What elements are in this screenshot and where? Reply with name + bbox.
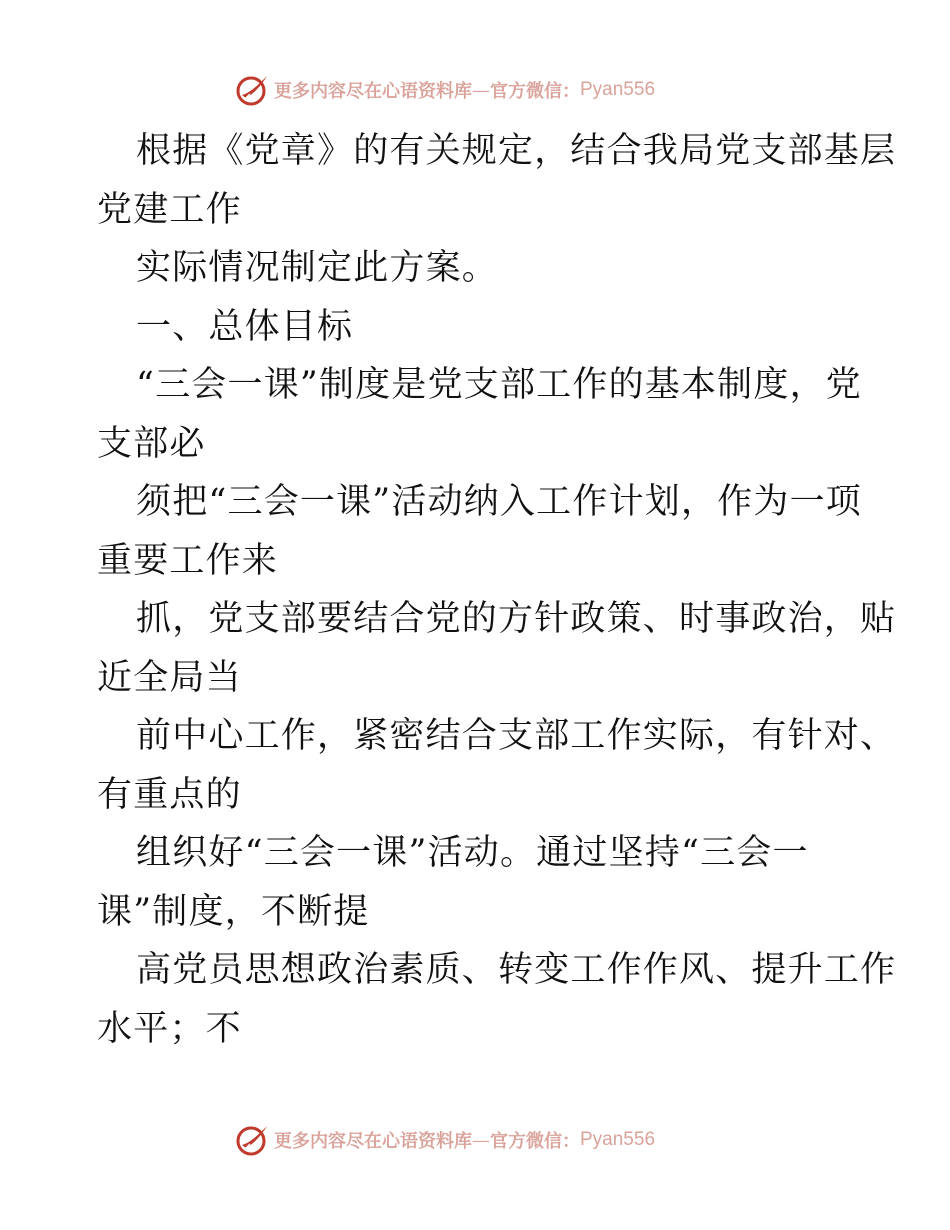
header-separator: — — [472, 79, 490, 101]
body-line: 重要工作来 — [97, 540, 279, 581]
header-wechat-id: Pyan556 — [580, 79, 656, 100]
section-heading: 一、总体目标 — [136, 306, 354, 347]
footer-brand-text: 更多内容尽在心语资料库 — [274, 1131, 472, 1152]
header-wechat-label: 官方微信： — [490, 81, 580, 102]
body-line: 支部必 — [97, 423, 206, 464]
footer-separator: — — [472, 1129, 490, 1151]
body-line: 党建工作 — [97, 189, 242, 230]
quill-pen-circle-icon — [236, 73, 270, 107]
body-line: 近全局当 — [97, 657, 242, 698]
quill-pen-circle-icon — [236, 1123, 270, 1157]
body-line: 抓，党支部要结合党的方针政策、时事政治，贴 — [136, 599, 897, 639]
body-line: 高党员思想政治素质、转变工作作风、提升工作 — [136, 950, 897, 990]
footer-wechat-id: Pyan556 — [580, 1129, 656, 1150]
body-line: 有重点的 — [97, 774, 242, 815]
footer-watermark-banner — [236, 1122, 655, 1158]
header-watermark-banner — [236, 72, 655, 108]
body-line: 组织好“三会一课”活动。通过坚持“三会一 — [136, 833, 809, 873]
header-brand-text: 更多内容尽在心语资料库 — [274, 81, 472, 102]
body-line: 前中心工作，紧密结合支部工作实际，有针对、 — [136, 716, 897, 756]
body-line: 须把“三会一课”活动纳入工作计划，作为一项 — [136, 482, 862, 522]
footer-wechat-label: 官方微信： — [490, 1131, 580, 1152]
body-line: “三会一课”制度是党支部工作的基本制度，党 — [136, 365, 862, 405]
body-line: 课”制度，不断提 — [97, 891, 370, 932]
body-line: 根据《党章》的有关规定，结合我局党支部基层 — [136, 131, 897, 171]
body-line: 水平；不 — [97, 1008, 242, 1049]
body-line: 实际情况制定此方案。 — [136, 248, 499, 288]
document-body — [97, 122, 897, 1058]
